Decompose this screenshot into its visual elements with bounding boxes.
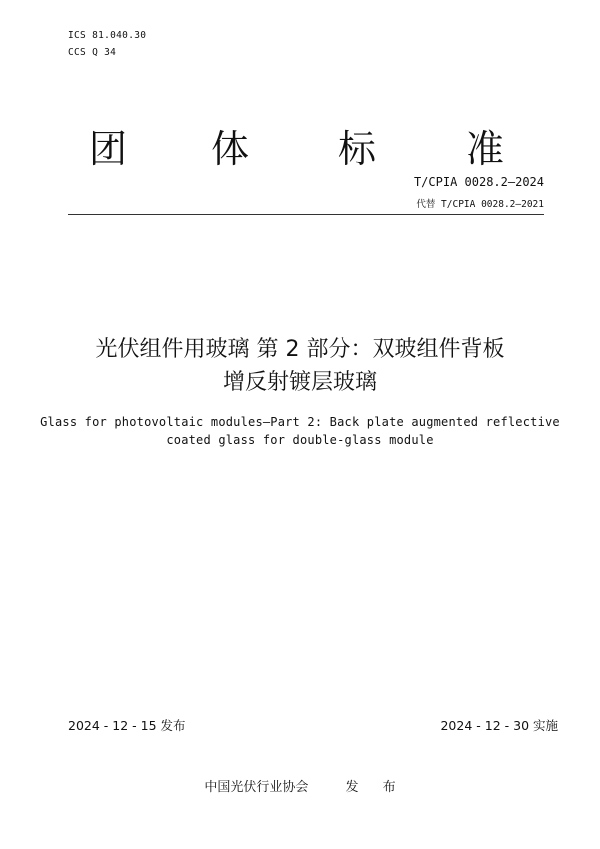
category-char-3: 标 xyxy=(337,127,376,171)
replaces-standard: 代替 T/CPIA 0028.2—2021 xyxy=(416,199,544,210)
ccs-code: CCS Q 34 xyxy=(68,47,117,58)
category-char-4: 准 xyxy=(465,127,504,171)
title-chinese-line2: 增反射镀层玻璃 xyxy=(222,370,377,395)
implementation-date: 2024 - 12 - 30 实施 xyxy=(440,718,558,733)
ics-code: ICS 81.040.30 xyxy=(68,30,147,41)
title-english-line1: Glass for photovoltaic modules—Part 2: Back plate augmented reflective xyxy=(40,415,560,429)
title-english-line2: coated glass for double-glass module xyxy=(166,433,434,447)
category-char-1: 团 xyxy=(88,127,127,171)
standard-number: T/CPIA 0028.2—2024 xyxy=(413,175,544,189)
publisher: 中国光伏行业协会 发 布 xyxy=(204,780,396,795)
category-char-2: 体 xyxy=(210,127,249,171)
publish-date: 2024 - 12 - 15 发布 xyxy=(68,718,186,733)
header-divider xyxy=(68,214,544,215)
title-chinese-line1: 光伏组件用玻璃 第 2 部分：双玻组件背板 xyxy=(95,337,505,362)
